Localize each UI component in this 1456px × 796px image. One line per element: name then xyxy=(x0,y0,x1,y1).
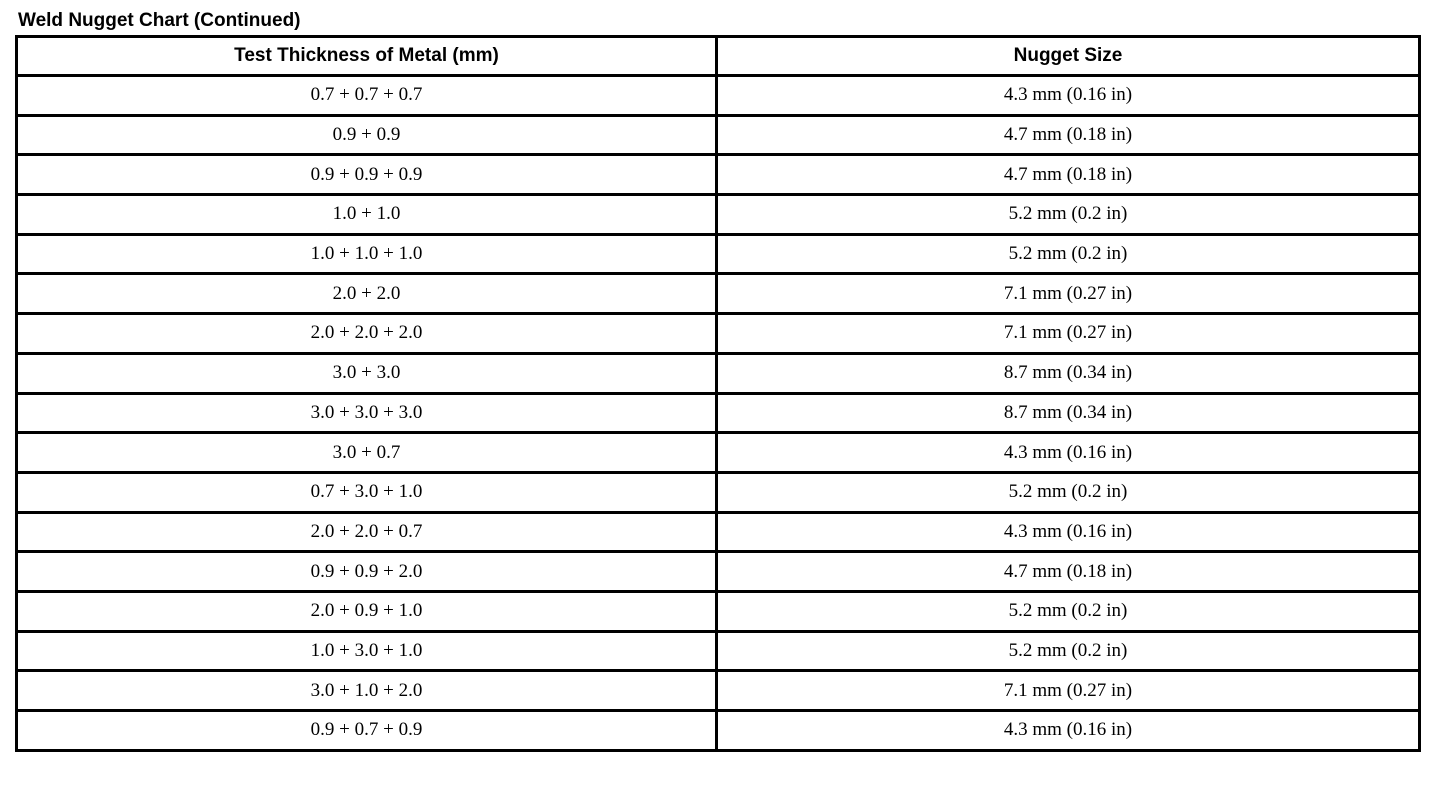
table-row xyxy=(17,433,1420,473)
thickness-cell: 3.0 + 3.0 + 3.0 xyxy=(17,393,717,433)
table-row xyxy=(17,472,1420,512)
thickness-cell: 0.7 + 0.7 + 0.7 xyxy=(17,76,717,116)
table-row xyxy=(17,671,1420,711)
nugget-size-cell: 7.1 mm (0.27 in) xyxy=(717,314,1420,354)
table-header-row xyxy=(17,37,1420,76)
nugget-size-cell: 5.2 mm (0.2 in) xyxy=(717,631,1420,671)
nugget-size-cell: 4.3 mm (0.16 in) xyxy=(717,711,1420,751)
table-row xyxy=(17,631,1420,671)
table-row xyxy=(17,314,1420,354)
thickness-cell: 3.0 + 0.7 xyxy=(17,433,717,473)
table-body xyxy=(17,76,1420,751)
table-row xyxy=(17,76,1420,116)
thickness-cell: 0.9 + 0.9 + 0.9 xyxy=(17,155,717,195)
nugget-size-cell: 5.2 mm (0.2 in) xyxy=(717,472,1420,512)
thickness-cell: 1.0 + 1.0 xyxy=(17,195,717,235)
thickness-cell: 0.9 + 0.7 + 0.9 xyxy=(17,711,717,751)
weld-nugget-table xyxy=(15,35,1421,752)
thickness-cell: 0.9 + 0.9 xyxy=(17,115,717,155)
table-row xyxy=(17,353,1420,393)
thickness-cell: 3.0 + 1.0 + 2.0 xyxy=(17,671,717,711)
thickness-cell: 1.0 + 1.0 + 1.0 xyxy=(17,234,717,274)
thickness-cell: 1.0 + 3.0 + 1.0 xyxy=(17,631,717,671)
nugget-size-cell: 5.2 mm (0.2 in) xyxy=(717,591,1420,631)
column-header-thickness: Test Thickness of Metal (mm) xyxy=(17,37,717,76)
table-row xyxy=(17,393,1420,433)
thickness-cell: 2.0 + 2.0 + 2.0 xyxy=(17,314,717,354)
thickness-cell: 0.9 + 0.9 + 2.0 xyxy=(17,552,717,592)
nugget-size-cell: 4.7 mm (0.18 in) xyxy=(717,115,1420,155)
table-row xyxy=(17,115,1420,155)
nugget-size-cell: 4.3 mm (0.16 in) xyxy=(717,433,1420,473)
nugget-size-cell: 7.1 mm (0.27 in) xyxy=(717,274,1420,314)
nugget-size-cell: 5.2 mm (0.2 in) xyxy=(717,195,1420,235)
thickness-cell: 2.0 + 2.0 + 0.7 xyxy=(17,512,717,552)
thickness-cell: 0.7 + 3.0 + 1.0 xyxy=(17,472,717,512)
column-header-nugget-size: Nugget Size xyxy=(717,37,1420,76)
page-title: Weld Nugget Chart (Continued) xyxy=(18,10,301,31)
thickness-cell: 3.0 + 3.0 xyxy=(17,353,717,393)
nugget-size-cell: 4.3 mm (0.16 in) xyxy=(717,76,1420,116)
thickness-cell: 2.0 + 2.0 xyxy=(17,274,717,314)
table-row xyxy=(17,711,1420,751)
table-row xyxy=(17,195,1420,235)
nugget-size-cell: 8.7 mm (0.34 in) xyxy=(717,353,1420,393)
table-row xyxy=(17,552,1420,592)
nugget-size-cell: 7.1 mm (0.27 in) xyxy=(717,671,1420,711)
nugget-size-cell: 5.2 mm (0.2 in) xyxy=(717,234,1420,274)
nugget-size-cell: 4.7 mm (0.18 in) xyxy=(717,155,1420,195)
table-row xyxy=(17,274,1420,314)
thickness-cell: 2.0 + 0.9 + 1.0 xyxy=(17,591,717,631)
nugget-size-cell: 4.7 mm (0.18 in) xyxy=(717,552,1420,592)
nugget-size-cell: 8.7 mm (0.34 in) xyxy=(717,393,1420,433)
nugget-size-cell: 4.3 mm (0.16 in) xyxy=(717,512,1420,552)
table-row xyxy=(17,155,1420,195)
table-row xyxy=(17,591,1420,631)
table-row xyxy=(17,234,1420,274)
table-row xyxy=(17,512,1420,552)
